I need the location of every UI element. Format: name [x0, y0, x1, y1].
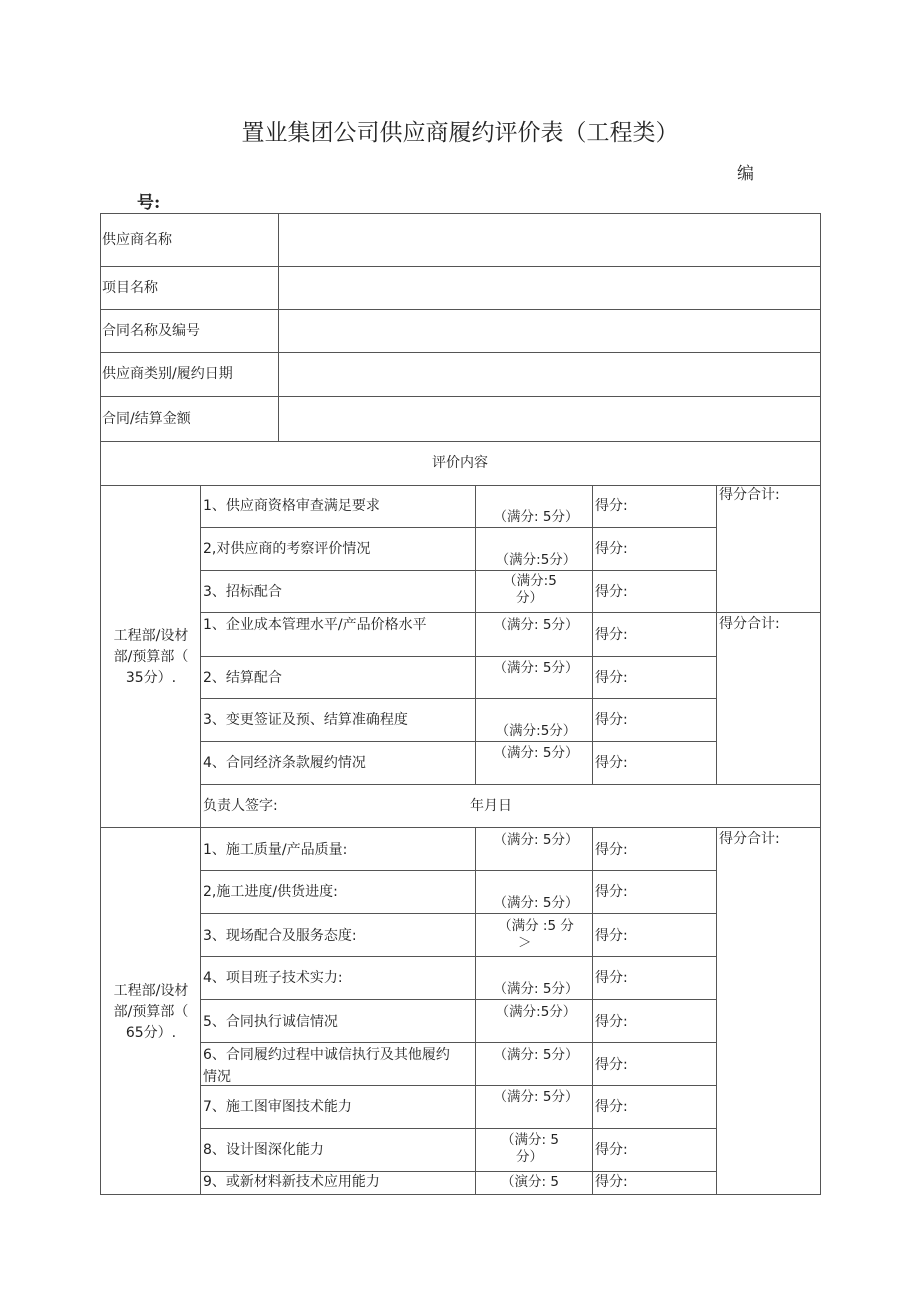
contract-amount-label: 合同/结算金额: [102, 411, 191, 427]
max-score: （满分:5分）: [495, 723, 577, 739]
score-field[interactable]: 得分:: [595, 1099, 628, 1115]
score-field[interactable]: 得分:: [595, 755, 628, 771]
max-score: （满分: 5 分）: [501, 1132, 559, 1165]
subtotal-field[interactable]: 得分合计:: [719, 831, 780, 847]
date-label: 年月日: [470, 798, 512, 814]
score-field[interactable]: 得分:: [595, 1057, 628, 1073]
max-score: （满分: 5分）: [493, 509, 579, 525]
supplier-name-label: 供应商名称: [102, 232, 172, 248]
criteria-item: 5、合同执行诚信情况: [203, 1014, 338, 1030]
max-score: （满分 :5 分 ＞: [498, 918, 574, 951]
score-field[interactable]: 得分:: [595, 1174, 628, 1190]
page-title: 置业集团公司供应商履约评价表（工程类）: [241, 120, 679, 146]
contract-name-field[interactable]: [280, 311, 818, 351]
max-score: （满分: 5分）: [493, 895, 579, 911]
criteria-item: 9、或新材料新技术应用能力: [203, 1174, 380, 1190]
criteria-item: 1、供应商资格审查满足要求: [203, 498, 380, 514]
supplier-category-label: 供应商类别/履约日期: [102, 366, 233, 382]
subtotal-field[interactable]: 得分合计:: [719, 616, 780, 632]
project-name-field[interactable]: [280, 268, 818, 308]
criteria-item: 3、变更签证及预、结算准确程度: [203, 712, 408, 728]
contract-amount-field[interactable]: [280, 398, 818, 440]
score-field[interactable]: 得分:: [595, 541, 628, 557]
form-number-label-part2: 号:: [137, 193, 161, 213]
score-field[interactable]: 得分:: [595, 1142, 628, 1158]
max-score: （满分:5 分）: [503, 573, 557, 606]
project-name-label: 项目名称: [102, 280, 158, 296]
score-field[interactable]: 得分:: [595, 498, 628, 514]
max-score: （满分: 5分）: [493, 617, 579, 633]
max-score: （满分: 5分）: [493, 1089, 579, 1105]
criteria-item: 8、设计图深化能力: [203, 1142, 324, 1158]
criteria-item: 1、施工质量/产品质量:: [203, 842, 348, 858]
max-score: （满分: 5分）: [493, 745, 579, 761]
score-field[interactable]: 得分:: [595, 842, 628, 858]
score-field[interactable]: 得分:: [595, 928, 628, 944]
signature-label: 负责人签字:: [203, 798, 278, 814]
supplier-category-field[interactable]: [280, 354, 818, 395]
max-score: （满分: 5分）: [493, 832, 579, 848]
subtotal-field[interactable]: 得分合计:: [719, 487, 780, 503]
max-score: （满分:5分）: [495, 552, 577, 568]
score-field[interactable]: 得分:: [595, 627, 628, 643]
criteria-item: 4、合同经济条款履约情况: [203, 755, 366, 771]
max-score: （满分:5分）: [495, 1004, 577, 1020]
form-number-label-part1: 编: [737, 164, 754, 184]
max-score: （演分: 5: [501, 1174, 559, 1190]
criteria-item: 6、合同履约过程中诚信执行及其他履约: [203, 1047, 450, 1063]
contract-name-label: 合同名称及编号: [102, 323, 200, 339]
criteria-item-continued: 情况: [203, 1069, 231, 1085]
section-title: 评价内容: [432, 455, 488, 471]
section1-dept: 工程部/设材 部/预算部（ 35分）.: [113, 628, 189, 686]
score-field[interactable]: 得分:: [595, 1014, 628, 1030]
score-field[interactable]: 得分:: [595, 670, 628, 686]
max-score: （满分: 5分）: [493, 660, 579, 676]
score-field[interactable]: 得分:: [595, 712, 628, 728]
criteria-item: 1、企业成本管理水平/产品价格水平: [203, 617, 427, 633]
score-field[interactable]: 得分:: [595, 584, 628, 600]
score-field[interactable]: 得分:: [595, 884, 628, 900]
criteria-item: 3、招标配合: [203, 584, 282, 600]
criteria-item: 3、现场配合及服务态度:: [203, 928, 357, 944]
criteria-item: 7、施工图审图技术能力: [203, 1099, 352, 1115]
max-score: （满分: 5分）: [493, 981, 579, 997]
section2-dept: 工程部/设材 部/预算部（ 65分）.: [113, 983, 189, 1041]
criteria-item: 2,施工进度/供货进度:: [203, 884, 338, 900]
criteria-item: 2,对供应商的考察评价情况: [203, 541, 371, 557]
max-score: （满分: 5分）: [493, 1047, 579, 1063]
criteria-item: 4、项目班子技术实力:: [203, 970, 343, 986]
criteria-item: 2、结算配合: [203, 670, 282, 686]
supplier-name-field[interactable]: [280, 215, 818, 265]
score-field[interactable]: 得分:: [595, 970, 628, 986]
